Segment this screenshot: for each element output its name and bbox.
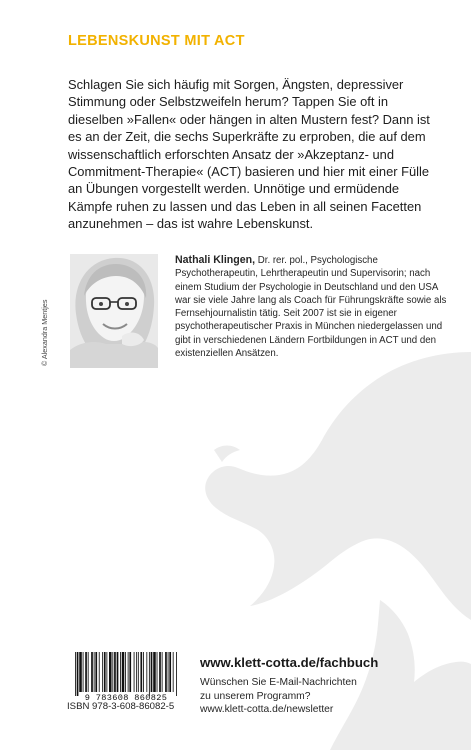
- author-portrait-icon: [70, 254, 158, 368]
- newsletter-line-2: zu unserem Programm?: [200, 690, 311, 702]
- author-photo: [70, 254, 158, 368]
- barcode-digits: 9 783608 860825: [84, 693, 168, 703]
- blurb-paragraph: Schlagen Sie sich häufig mit Sorgen, Ängsten, depressiver Stimmung oder Selbstzweifeln herum? Tappen Sie oft in dieselben »Fallen« oder hängen in alten Mustern fest? Dann ist es an der Zeit, die sechs Superkräfte zu erproben, die auf dem wissenschaftlich erforschten Ansatz der »Akzeptanz- und Commitment-Therapie« (ACT) basieren und hier mit einer Fülle an Übungen vorgestellt werden. Unnötige und ermüdende Kämpfe ruhen zu lassen und das Leben in all seinen Facetten anzunehmen – das ist wahre Lebenskunst.: [68, 77, 430, 232]
- photo-credit: © Alexandra Mentjes: [40, 299, 49, 366]
- newsletter-info: [200, 676, 430, 717]
- author-bio: [175, 254, 447, 360]
- blurb-text: [68, 76, 440, 233]
- newsletter-link[interactable]: www.klett-cotta.de/newsletter: [200, 704, 334, 716]
- isbn-number: ISBN 978-3-608-86082-5: [67, 701, 175, 712]
- newsletter-line-1: Wünschen Sie E-Mail-Nachrichten: [200, 677, 357, 688]
- publisher-website-link[interactable]: www.klett-cotta.de/fachbuch: [200, 655, 379, 670]
- page-title: LEBENSKUNST MIT ACT: [68, 33, 245, 49]
- barcode-icon: [73, 652, 179, 698]
- author-bio-text: Dr. rer. pol., Psychologische Psychotherapeutin, Lehrtherapeutin und Supervisorin; nach einem Studium der Psychologie in Deutschland und den USA war sie viele Jahre lang als Coach für Führungskräfte sowie als Fernsehjournalistin tätig. Seit 2007 ist sie in eigener psychotherapeutischer Praxis in München niedergelassen und gibt in verschiedenen Ländern Fortbildungen in ACT und den existenziellen Ansätzen.: [175, 255, 447, 360]
- author-name: Nathali Klingen,: [175, 254, 256, 266]
